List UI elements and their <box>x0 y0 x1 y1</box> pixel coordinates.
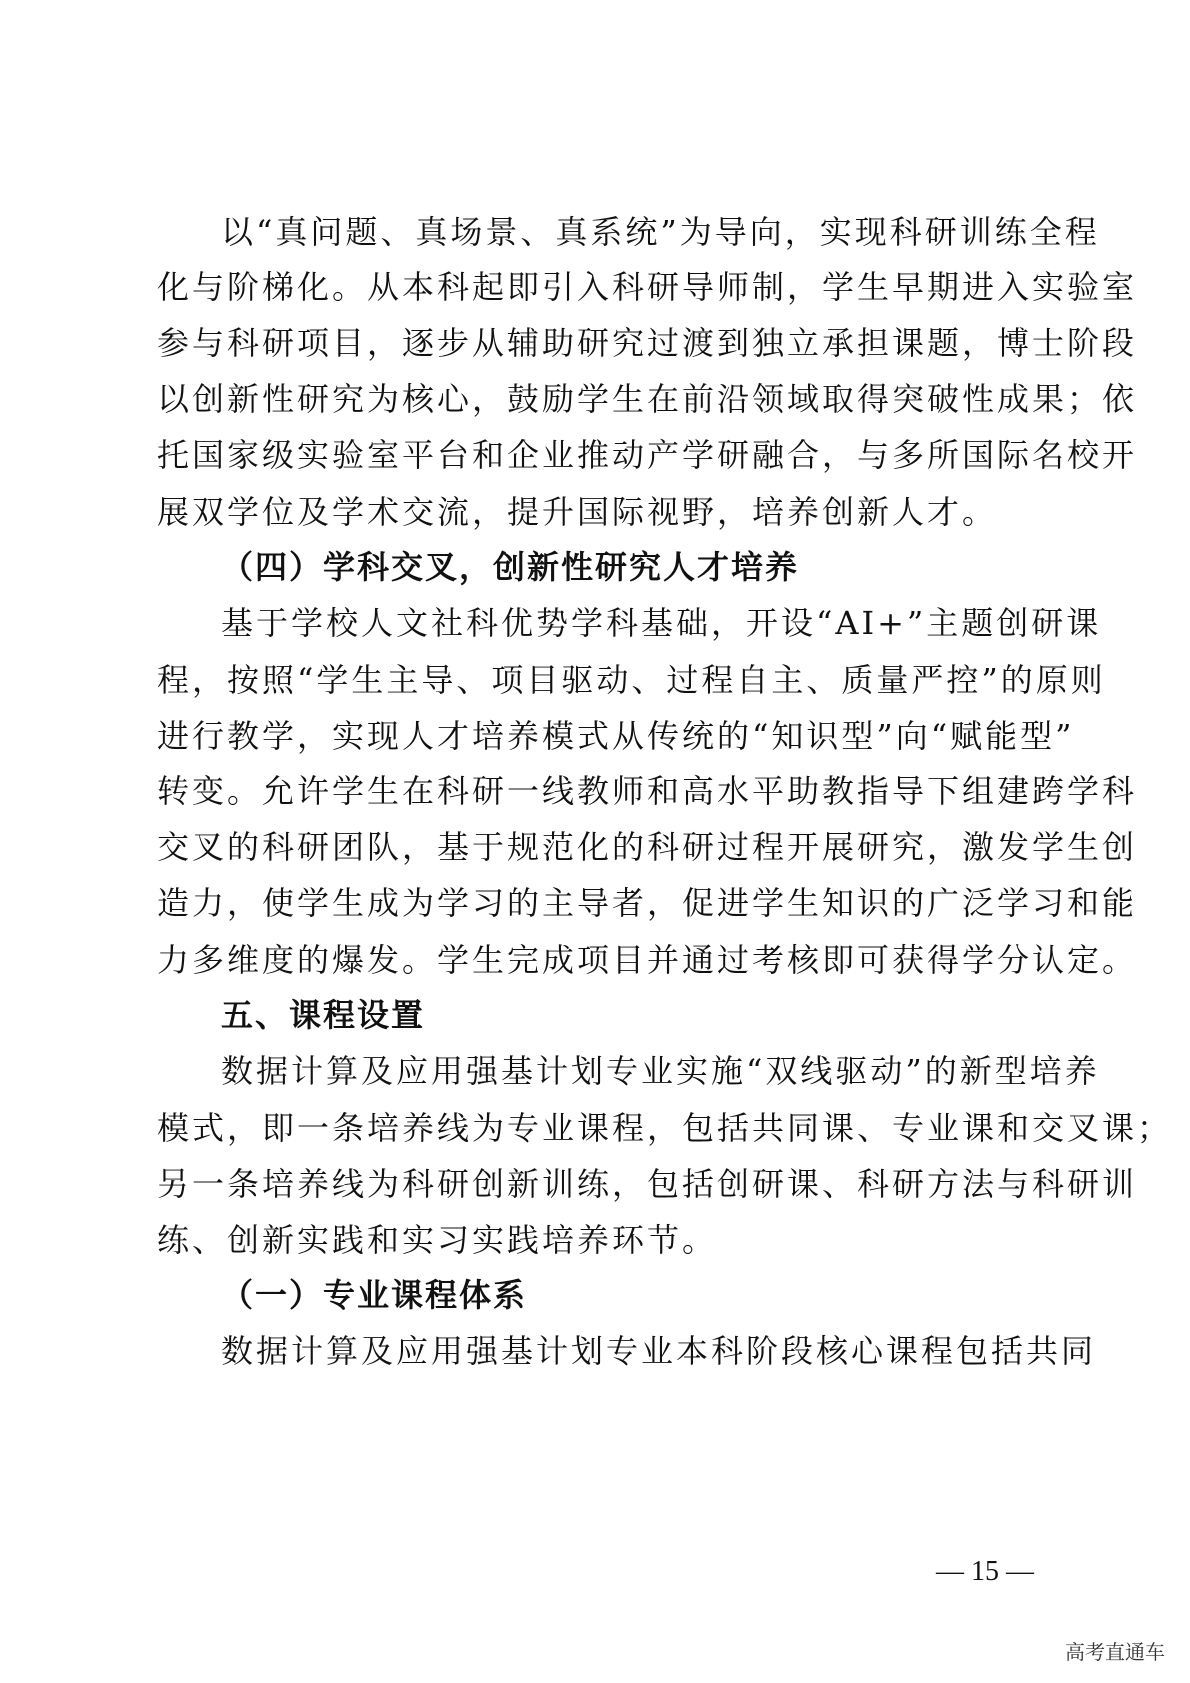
paragraph-line: 练、创新实践和实习实践培养环节。 <box>157 1221 718 1259</box>
paragraph-line: 交叉的科研团队，基于规范化的科研过程开展研究，激发学生创 <box>157 828 1138 866</box>
paragraph-line: 另一条培养线为科研创新训练，包括创研课、科研方法与科研训 <box>157 1165 1138 1203</box>
page-number: — 15 — <box>936 1556 1034 1587</box>
paragraph-line: 造力，使学生成为学习的主导者，促进学生知识的广泛学习和能 <box>157 884 1138 922</box>
paragraph-line: 参与科研项目，逐步从辅助研究过渡到独立承担课题，博士阶段 <box>157 324 1138 362</box>
paragraph-line: 托国家级实验室平台和企业推动产学研融合，与多所国际名校开 <box>157 436 1138 474</box>
paragraph-line: 程，按照“学生主导、项目驱动、过程自主、质量严控”的原则 <box>157 661 1106 699</box>
paragraph-line: 化与阶梯化。从本科起即引入科研导师制，学生早期进入实验室 <box>157 268 1138 306</box>
paragraph-line: 模式，即一条培养线为专业课程，包括共同课、专业课和交叉课； <box>157 1109 1173 1147</box>
paragraph-line: 数据计算及应用强基计划专业本科阶段核心课程包括共同 <box>221 1332 1097 1370</box>
paragraph-line: 力多维度的爆发。学生完成项目并通过考核即可获得学分认定。 <box>157 941 1138 979</box>
watermark-text: 高考直通车 <box>1065 1640 1165 1664</box>
subsection-heading: （一）专业课程体系 <box>221 1276 528 1314</box>
paragraph-line: 基于学校人文社科优势学科基础，开设“AI+”主题创研课 <box>221 604 1102 642</box>
paragraph-line: 以创新性研究为核心，鼓励学生在前沿领域取得突破性成果；依 <box>157 380 1138 418</box>
section-heading: （四）学科交叉，创新性研究人才培养 <box>221 548 800 586</box>
paragraph-line: 进行教学，实现人才培养模式从传统的“知识型”向“赋能型” <box>157 717 1075 755</box>
paragraph-line: 展双学位及学术交流，提升国际视野，培养创新人才。 <box>157 493 998 531</box>
paragraph-line: 数据计算及应用强基计划专业实施“双线驱动”的新型培养 <box>221 1052 1100 1090</box>
paragraph-line: 转变。允许学生在科研一线教师和高水平助教指导下组建跨学科 <box>157 772 1138 810</box>
section-title: 五、课程设置 <box>221 996 426 1034</box>
paragraph-line: 以“真问题、真场景、真系统”为导向，实现科研训练全程 <box>221 213 1100 251</box>
